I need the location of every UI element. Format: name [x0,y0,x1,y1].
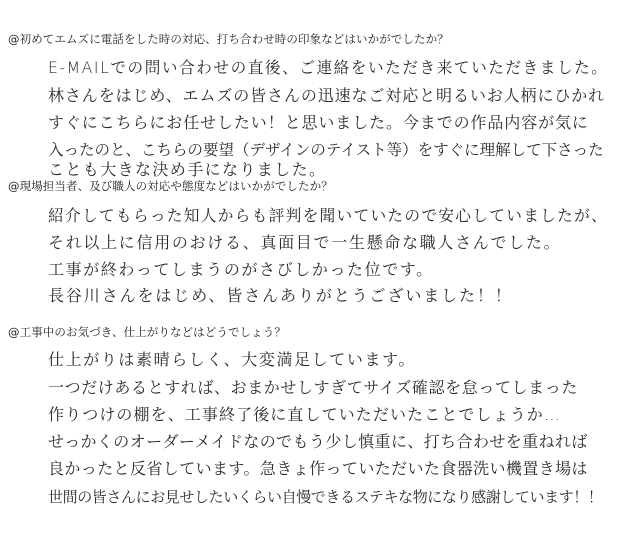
answer-line: 林さんをはじめ、エムズの皆さんの迅速なご対応と明るいお人柄にひかれ [48,86,606,105]
answer-line: すぐにこちらにお任せしたい！と思いました。今までの作品内容が気に [48,113,589,132]
answer-line: それ以上に信用のおける、真面目で一生懸命な職人さんでした。 [48,233,562,252]
question-construction-notes: @工事中のお気づき、仕上がりなどはどうでしょう？ [8,325,286,339]
answer-line: ことも大きな決め手になりました。 [48,160,327,179]
answer-line: 仕上がりは素晴らしく、大変満足しています。 [48,350,417,369]
answer-line: 入ったのと、こちらの要望（デザインのテイスト等）をすぐに理解して下さった [48,141,604,159]
answer-line: 長谷川さんをはじめ、皆さんありがとうございました！！ [48,286,513,305]
answer-line: 紹介してもらった知人からも評判を聞いていたので安心していましたが、 [48,206,609,225]
answer-line: せっかくのオーダーメイドなのでもう少し慎重に、打ち合わせを重ねれば [48,432,588,451]
answer-line: 一つだけあるとすれば、おまかせしすぎてサイズ確認を怠ってしまった [48,378,578,397]
answer-line: 工事が終わってしまうのがさびしかった位です。 [48,260,434,279]
question-first-contact: @初めてエムズに電話をした時の対応、打ち合わせ時の印象などはいかがでしたか？ [8,32,449,46]
question-site-staff: @現場担当者、及び職人の対応や態度などはいかがでしたか？ [8,179,333,193]
answer-line: E-MAILでの問い合わせの直後、ご連絡をいただき来ていただきました。 [48,58,609,77]
answer-line: 作りつけの棚を、工事終了後に直していただいたことでしょうか… [48,405,562,424]
answer-line: 良かったと反省しています。急きょ作っていただいた食器洗い機置き場は [48,459,588,478]
answer-line: 世間の皆さんにお見せしたいくらい自慢できるステキな物になり感謝しています！！ [48,488,603,506]
